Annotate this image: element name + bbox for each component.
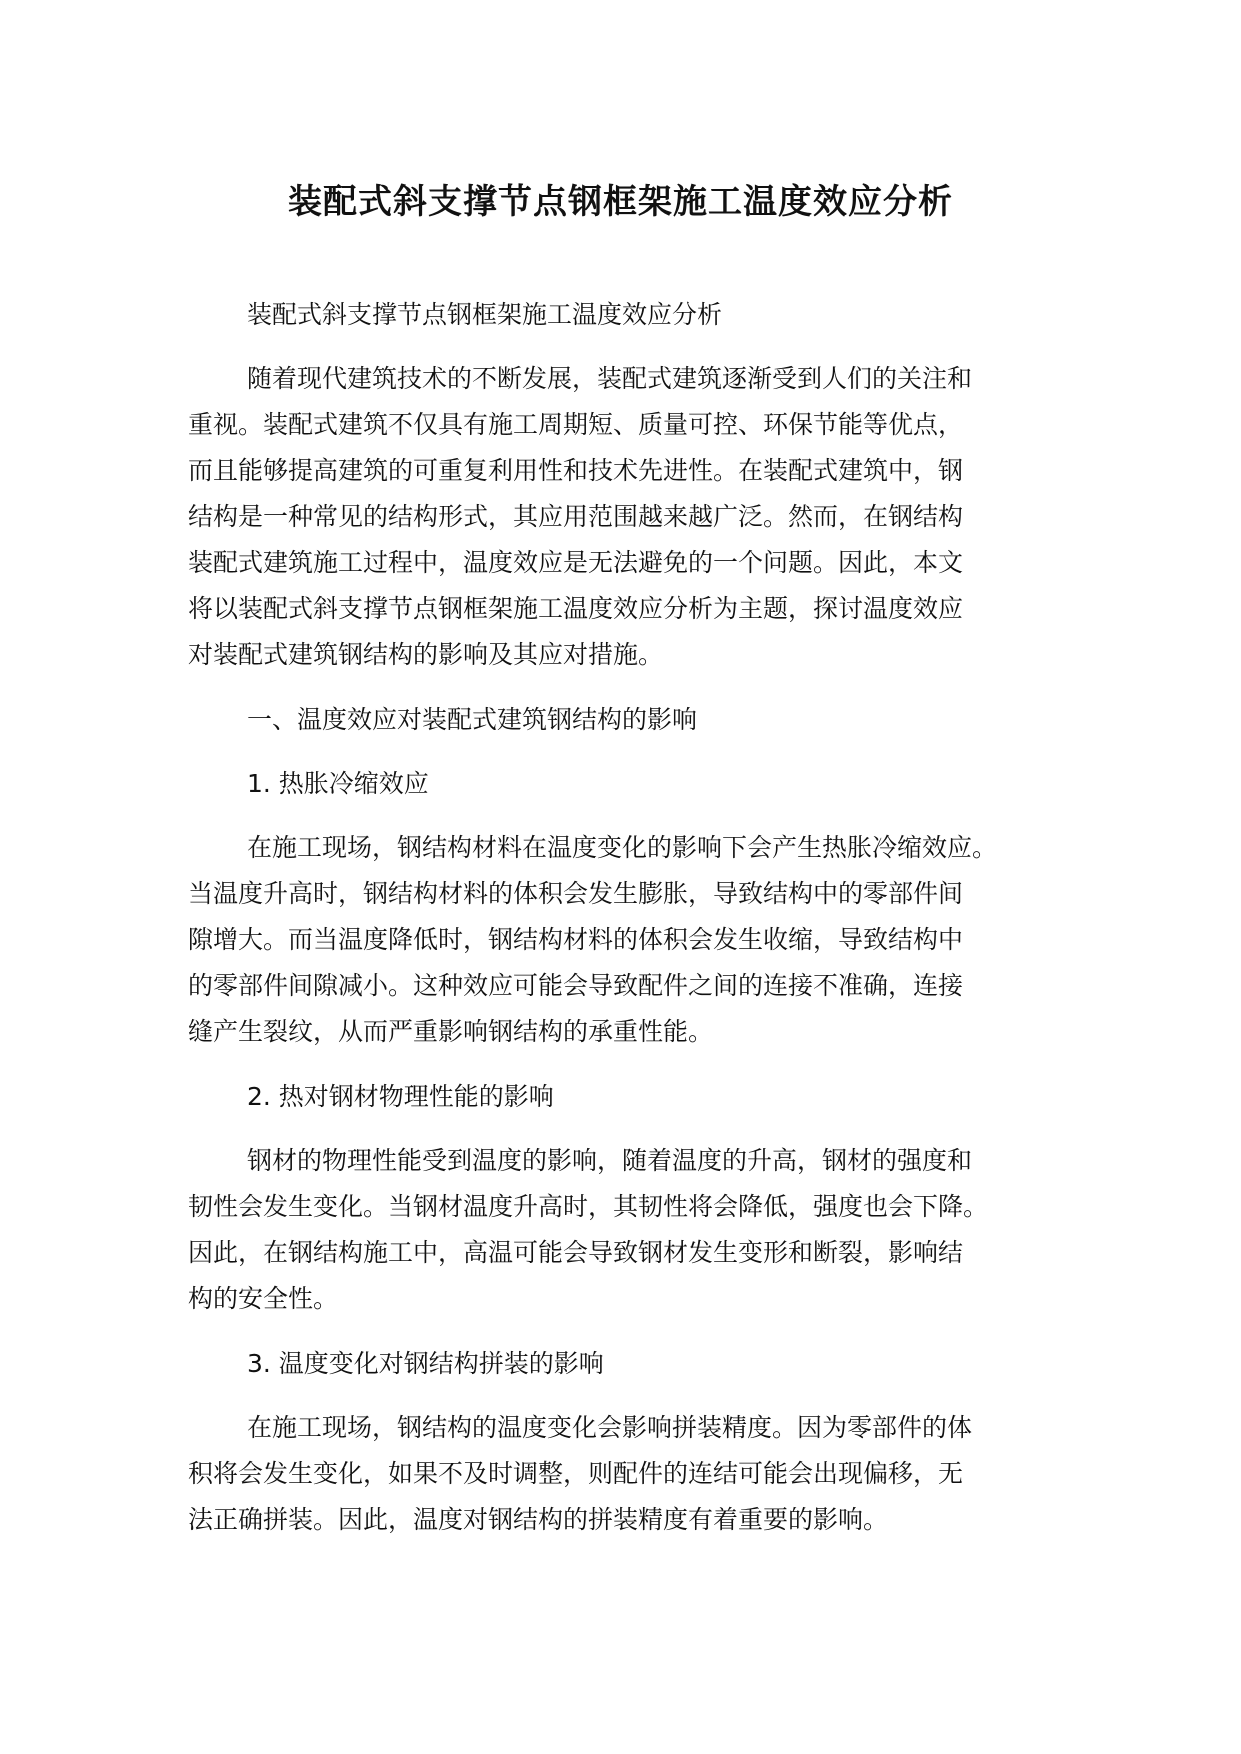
paragraph-line: 韧性会发生变化。当钢材温度升高时，其韧性将会降低，强度也会下降。 <box>188 1192 989 1221</box>
paragraph-line: 的零部件间隙减小。这种效应可能会导致配件之间的连接不准确，连接 <box>188 971 964 1000</box>
paragraph-line: 结构是一种常见的结构形式，其应用范围越来越广泛。然而，在钢结构 <box>188 502 964 531</box>
paragraph-line: 在施工现场，钢结构的温度变化会影响拼装精度。因为零部件的体 <box>247 1413 973 1442</box>
paragraph-line: 法正确拼装。因此，温度对钢结构的拼装精度有着重要的影响。 <box>188 1505 889 1534</box>
section-heading: 一、温度效应对装配式建筑钢结构的影响 <box>247 705 698 734</box>
paragraph-line: 装配式建筑施工过程中，温度效应是无法避免的一个问题。因此，本文 <box>188 548 964 577</box>
document-title: 装配式斜支撑节点钢框架施工温度效应分析 <box>288 182 953 222</box>
paragraph-line: 因此，在钢结构施工中，高温可能会导致钢材发生变形和断裂，影响结 <box>188 1238 964 1267</box>
paragraph-line: 钢材的物理性能受到温度的影响，随着温度的升高，钢材的强度和 <box>247 1146 973 1175</box>
paragraph-line: 当温度升高时，钢结构材料的体积会发生膨胀，导致结构中的零部件间 <box>188 879 964 908</box>
paragraph-line: 将以装配式斜支撑节点钢框架施工温度效应分析为主题，探讨温度效应 <box>188 594 964 623</box>
subsection-heading: 1. 热胀冷缩效应 <box>247 769 429 798</box>
paragraph-line: 积将会发生变化，如果不及时调整，则配件的连结可能会出现偏移，无 <box>188 1459 964 1488</box>
subsection-heading: 3. 温度变化对钢结构拼装的影响 <box>247 1349 604 1378</box>
paragraph-line: 而且能够提高建筑的可重复利用性和技术先进性。在装配式建筑中，钢 <box>188 456 964 485</box>
paragraph-line: 缝产生裂纹，从而严重影响钢结构的承重性能。 <box>188 1017 714 1046</box>
paragraph-line: 构的安全性。 <box>188 1284 339 1313</box>
paragraph-line: 随着现代建筑技术的不断发展，装配式建筑逐渐受到人们的关注和 <box>247 364 973 393</box>
subsection-heading: 2. 热对钢材物理性能的影响 <box>247 1082 554 1111</box>
subtitle-line: 装配式斜支撑节点钢框架施工温度效应分析 <box>247 300 723 329</box>
paragraph-line: 对装配式建筑钢结构的影响及其应对措施。 <box>188 640 664 669</box>
paragraph-line: 重视。装配式建筑不仅具有施工周期短、质量可控、环保节能等优点， <box>188 410 964 439</box>
paragraph-line: 在施工现场，钢结构材料在温度变化的影响下会产生热胀冷缩效应。 <box>247 833 998 862</box>
paragraph-line: 隙增大。而当温度降低时，钢结构材料的体积会发生收缩，导致结构中 <box>188 925 964 954</box>
